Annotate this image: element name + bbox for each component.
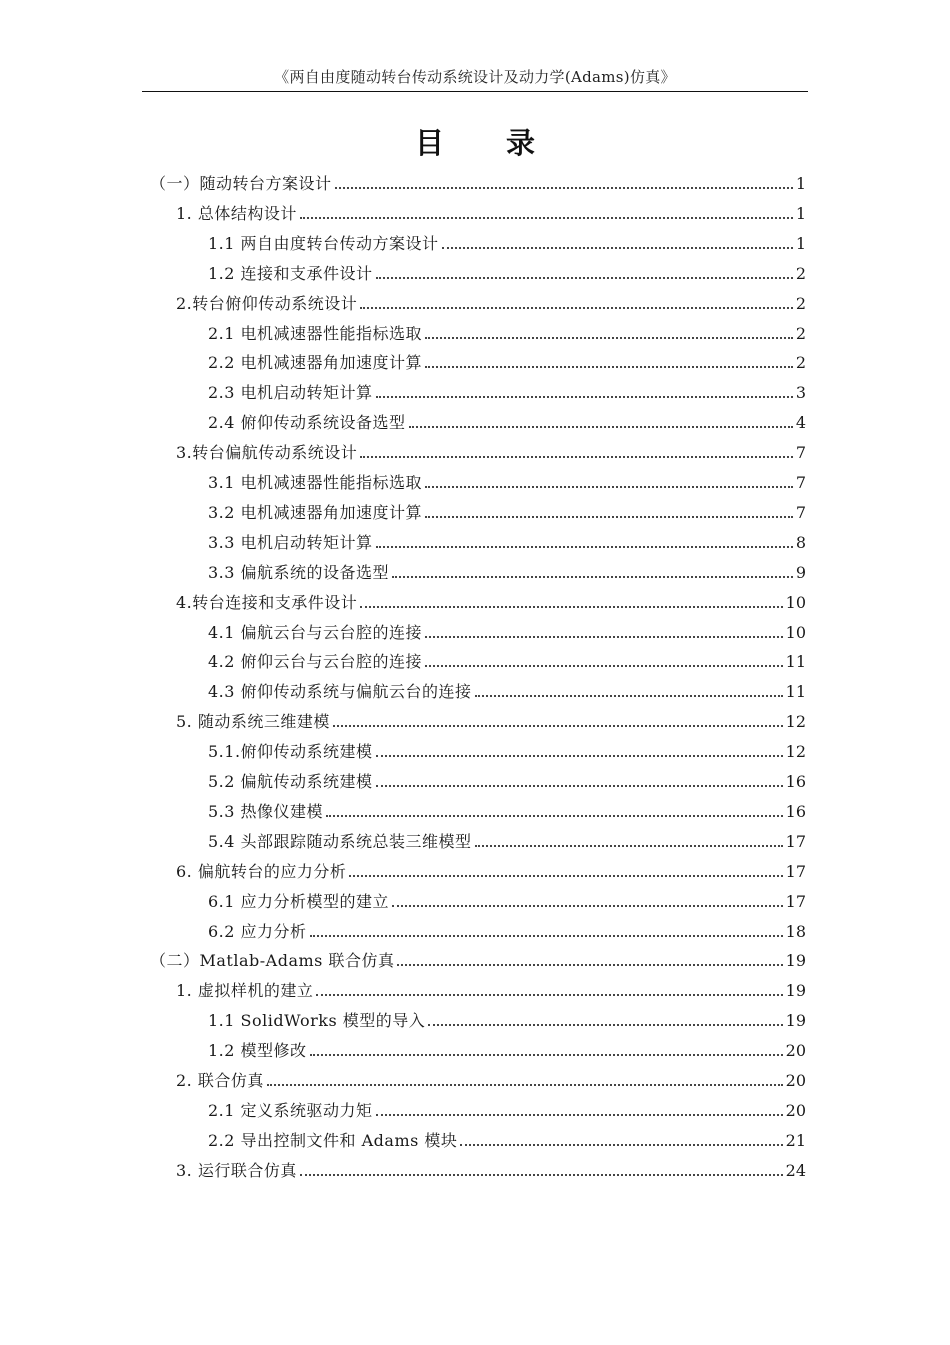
- toc-entry-label: 4.3 俯仰传动系统与偏航云台的连接: [208, 682, 472, 701]
- toc-dot-leader: [425, 485, 793, 488]
- toc-entry-label: 1. 总体结构设计: [176, 204, 297, 223]
- toc-entry-page-number: 1: [795, 234, 806, 253]
- toc-dot-leader: [425, 664, 783, 667]
- toc-entry-label: 3.转台偏航传动系统设计: [176, 443, 358, 462]
- toc-entry-page-number: 16: [785, 772, 806, 791]
- toc-entry[interactable]: [176, 854, 806, 882]
- toc-dot-leader: [475, 844, 783, 847]
- toc-dot-leader: [392, 904, 783, 907]
- toc-dot-leader: [376, 754, 783, 757]
- toc-dot-leader: [425, 336, 793, 339]
- running-header: 《两自由度随动转台传动系统设计及动力学(Adams)仿真》: [274, 68, 676, 86]
- toc-entry[interactable]: [208, 375, 806, 403]
- toc-dot-leader: [397, 963, 782, 966]
- toc-entry[interactable]: [208, 884, 806, 912]
- toc-entry[interactable]: [208, 405, 806, 433]
- toc-entry-label: 5.3 热像仪建模: [208, 802, 324, 821]
- toc-entry-label: 3.3 偏航系统的设备选型: [208, 563, 390, 582]
- toc-entry-label: 5. 随动系统三维建模: [176, 712, 330, 731]
- toc-entry-page-number: 2: [795, 294, 806, 313]
- toc-entry-label: 3.2 电机减速器角加速度计算: [208, 503, 423, 522]
- toc-entry[interactable]: [208, 256, 806, 284]
- toc-dot-leader: [425, 635, 783, 638]
- toc-entry-page-number: 20: [785, 1041, 806, 1060]
- toc-entry[interactable]: [208, 914, 806, 942]
- toc-entry-page-number: 20: [785, 1101, 806, 1120]
- toc-entry-page-number: 18: [785, 922, 806, 941]
- toc-entry-page-number: 17: [785, 892, 806, 911]
- toc-entry-label: （二）Matlab-Adams 联合仿真: [150, 951, 395, 970]
- toc-entry[interactable]: [208, 1003, 806, 1031]
- toc-entry-label: 3. 运行联合仿真: [176, 1161, 297, 1180]
- toc-entry[interactable]: [176, 585, 806, 613]
- toc-entry-label: 1. 虚拟样机的建立: [176, 981, 314, 1000]
- toc-entry-label: 6. 偏航转台的应力分析: [176, 862, 347, 881]
- toc-entry[interactable]: [208, 674, 806, 702]
- toc-entry[interactable]: [208, 1123, 806, 1151]
- toc-dot-leader: [360, 605, 782, 608]
- toc-entry-label: 2.2 导出控制文件和 Adams 模块: [208, 1131, 458, 1150]
- toc-dot-leader: [267, 1083, 783, 1086]
- toc-entry-label: 2.1 定义系统驱动力矩: [208, 1101, 373, 1120]
- toc-entry-page-number: 10: [785, 593, 806, 612]
- toc-entry-page-number: 19: [785, 1011, 806, 1030]
- toc-entry-page-number: 19: [785, 951, 806, 970]
- toc-dot-leader: [310, 1053, 783, 1056]
- toc-entry-page-number: 4: [795, 413, 806, 432]
- toc-title: 目 录: [414, 126, 562, 160]
- toc-dot-leader: [376, 395, 793, 398]
- toc-dot-leader: [360, 455, 793, 458]
- toc-entry-label: 2.1 电机减速器性能指标选取: [208, 324, 423, 343]
- toc-entry[interactable]: [176, 973, 806, 1001]
- toc-entry-page-number: 17: [785, 862, 806, 881]
- toc-dot-leader: [376, 276, 793, 279]
- toc-entry-page-number: 11: [785, 652, 806, 671]
- toc-dot-leader: [428, 1023, 782, 1026]
- toc-entry-label: 4.2 俯仰云台与云台腔的连接: [208, 652, 423, 671]
- toc-entry-page-number: 1: [795, 174, 806, 193]
- toc-entry-page-number: 16: [785, 802, 806, 821]
- toc-entry-page-number: 24: [785, 1161, 806, 1180]
- toc-entry-page-number: 7: [795, 503, 806, 522]
- toc-entry-label: 2. 联合仿真: [176, 1071, 264, 1090]
- toc-entry[interactable]: [208, 764, 806, 792]
- toc-entry-page-number: 17: [785, 832, 806, 851]
- toc-entry[interactable]: [208, 1093, 806, 1121]
- toc-entry-page-number: 2: [795, 353, 806, 372]
- toc-dot-leader: [310, 934, 783, 937]
- toc-entry[interactable]: [208, 824, 806, 852]
- toc-dot-leader: [326, 814, 783, 817]
- toc-entry-label: 2.4 俯仰传动系统设备选型: [208, 413, 406, 432]
- toc-entry[interactable]: [176, 1063, 806, 1091]
- toc-entry-label: 1.1 两自由度转台传动方案设计: [208, 234, 439, 253]
- toc-entry-page-number: 19: [785, 981, 806, 1000]
- toc-dot-leader: [335, 186, 793, 189]
- toc-dot-leader: [376, 1113, 783, 1116]
- toc-entry[interactable]: [176, 1153, 806, 1181]
- toc-entry-page-number: 21: [785, 1131, 806, 1150]
- toc-dot-leader: [460, 1143, 782, 1146]
- toc-entry[interactable]: [208, 794, 806, 822]
- toc-entry-page-number: 9: [795, 563, 806, 582]
- toc-entry-label: 3.1 电机减速器性能指标选取: [208, 473, 423, 492]
- toc-entry[interactable]: [208, 555, 806, 583]
- toc-entry-label: 1.1 SolidWorks 模型的导入: [208, 1011, 426, 1030]
- toc-dot-leader: [316, 993, 782, 996]
- toc-entry-page-number: 1: [795, 204, 806, 223]
- toc-entry-label: 5.1.俯仰传动系统建模: [208, 742, 373, 761]
- toc-entry-label: 5.2 偏航传动系统建模: [208, 772, 373, 791]
- toc-dot-leader: [349, 874, 782, 877]
- toc-entry-page-number: 7: [795, 443, 806, 462]
- toc-dot-leader: [333, 724, 783, 727]
- toc-entry-label: （一）随动转台方案设计: [150, 174, 332, 193]
- toc-entry-label: 6.2 应力分析: [208, 922, 307, 941]
- toc-entry-label: 1.2 模型修改: [208, 1041, 307, 1060]
- toc-dot-leader: [376, 545, 793, 548]
- toc-entry[interactable]: [208, 316, 806, 344]
- header-divider: [142, 91, 808, 92]
- toc-entry-page-number: 7: [795, 473, 806, 492]
- toc-entry-label: 2.3 电机启动转矩计算: [208, 383, 373, 402]
- toc-entry-label: 1.2 连接和支承件设计: [208, 264, 373, 283]
- toc-entry-page-number: 12: [785, 712, 806, 731]
- toc-entry[interactable]: [208, 644, 806, 672]
- toc-dot-leader: [475, 694, 783, 697]
- toc-dot-leader: [425, 515, 793, 518]
- toc-entry[interactable]: [208, 495, 806, 523]
- toc-entry-label: 4.转台连接和支承件设计: [176, 593, 358, 612]
- toc-entry-page-number: 11: [785, 682, 806, 701]
- toc-entry-page-number: 8: [795, 533, 806, 552]
- toc-entry[interactable]: [208, 1033, 806, 1061]
- toc-entry[interactable]: [208, 615, 806, 643]
- toc-entry-page-number: 2: [795, 264, 806, 283]
- toc-entry-page-number: 20: [785, 1071, 806, 1090]
- toc-entry-page-number: 12: [785, 742, 806, 761]
- toc-entry-label: 2.2 电机减速器角加速度计算: [208, 353, 423, 372]
- toc-entry-label: 4.1 偏航云台与云台腔的连接: [208, 623, 423, 642]
- toc-entry-page-number: 10: [785, 623, 806, 642]
- toc-entry[interactable]: [176, 435, 806, 463]
- toc-dot-leader: [442, 246, 793, 249]
- toc-entry-label: 6.1 应力分析模型的建立: [208, 892, 390, 911]
- toc-entry[interactable]: [176, 286, 806, 314]
- toc-dot-leader: [376, 784, 783, 787]
- toc-dot-leader: [409, 425, 793, 428]
- toc-entry-page-number: 2: [795, 324, 806, 343]
- toc-dot-leader: [392, 575, 793, 578]
- toc-entry[interactable]: [150, 943, 806, 971]
- toc-entry[interactable]: [150, 166, 806, 194]
- toc-dot-leader: [300, 216, 793, 219]
- toc-dot-leader: [300, 1173, 783, 1176]
- toc-entry[interactable]: [176, 196, 806, 224]
- toc-dot-leader: [425, 365, 793, 368]
- toc-entry-label: 5.4 头部跟踪随动系统总装三维模型: [208, 832, 472, 851]
- toc-entry[interactable]: [176, 704, 806, 732]
- toc-entry[interactable]: [208, 525, 806, 553]
- toc-entry[interactable]: [208, 465, 806, 493]
- toc-entry[interactable]: [208, 345, 806, 373]
- toc-entry[interactable]: [208, 734, 806, 762]
- toc-dot-leader: [360, 306, 793, 309]
- toc-entry-label: 3.3 电机启动转矩计算: [208, 533, 373, 552]
- toc-entry-label: 2.转台俯仰传动系统设计: [176, 294, 358, 313]
- toc-entry-page-number: 3: [795, 383, 806, 402]
- toc-entry[interactable]: [208, 226, 806, 254]
